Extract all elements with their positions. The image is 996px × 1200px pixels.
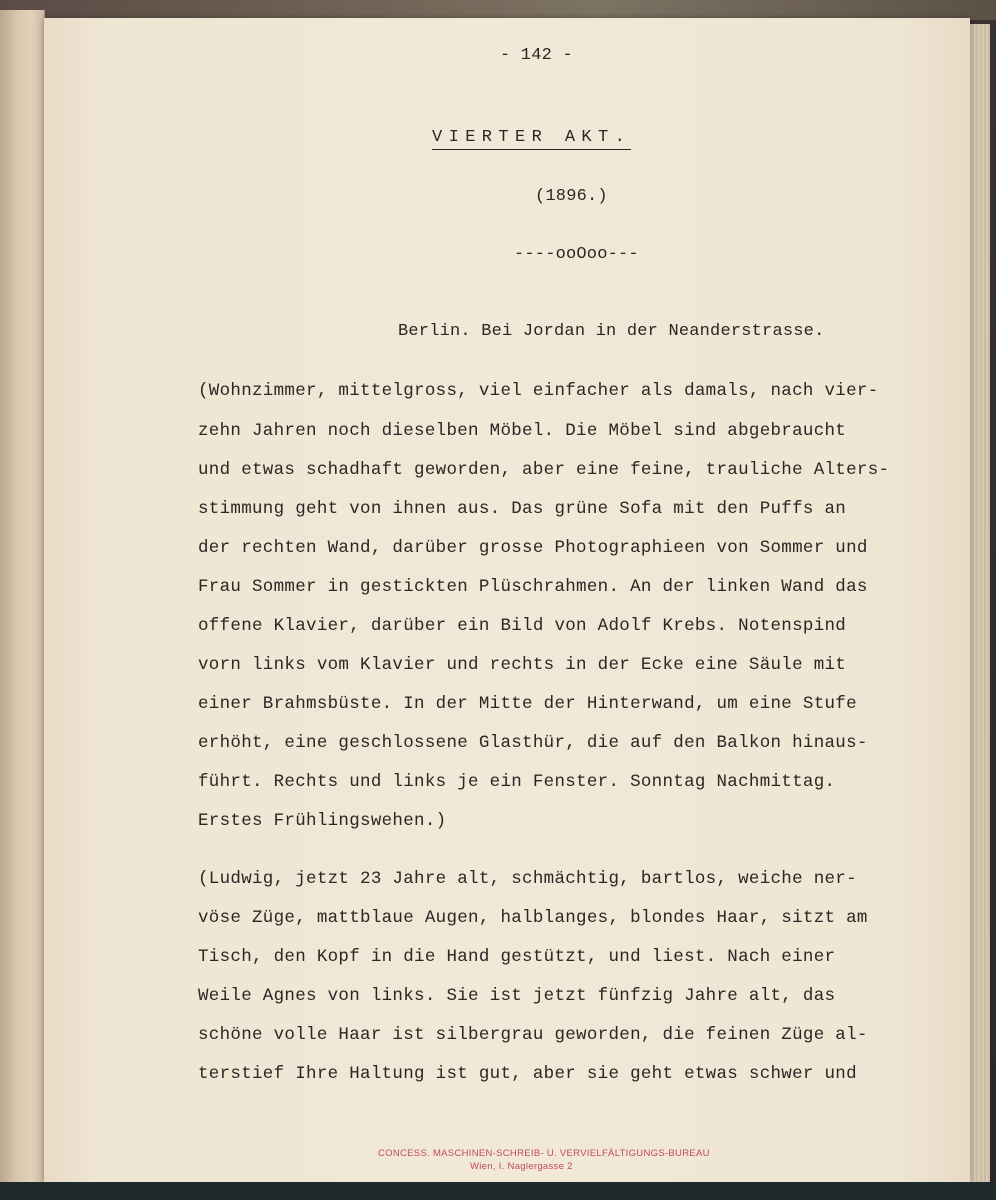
text-line: Erstes Frühlingswehen.) (198, 811, 447, 831)
section-divider: ----ooOoo--- (514, 245, 639, 264)
text-line: stimmung geht von ihnen aus. Das grüne Sofa mit den Puffs an (198, 499, 847, 519)
typescript-page (44, 18, 970, 1182)
left-page-edge (0, 10, 45, 1190)
text-line: (Ludwig, jetzt 23 Jahre alt, schmächtig, bartlos, weiche ner- (198, 869, 857, 889)
text-line: offene Klavier, darüber ein Bild von Adolf Krebs. Notenspind (198, 616, 847, 636)
scan-bottom-edge (0, 1182, 996, 1200)
act-title: VIERTER AKT. (432, 128, 631, 150)
text-line: führt. Rechts und links je ein Fenster. Sonntag Nachmittag. (198, 772, 836, 792)
text-line: vöse Züge, mattblaue Augen, halblanges, blondes Haar, sitzt am (198, 908, 868, 928)
text-line: der rechten Wand, darüber grosse Photographieen von Sommer und (198, 538, 868, 558)
act-year: (1896.) (535, 187, 608, 206)
text-line: Frau Sommer in gestickten Plüschrahmen. An der linken Wand das (198, 577, 868, 597)
text-line: und etwas schadhaft geworden, aber eine feine, trauliche Alters- (198, 460, 890, 480)
stamp-line-1: CONCESS. MASCHINEN-SCHREIB- U. VERVIELFÄLTIGUNGS-BUREAU (378, 1148, 710, 1159)
book-cover-edge (0, 0, 996, 20)
text-line: Tisch, den Kopf in die Hand gestützt, und liest. Nach einer (198, 947, 836, 967)
text-line: einer Brahmsbüste. In der Mitte der Hinterwand, um eine Stufe (198, 694, 857, 714)
text-line: Weile Agnes von links. Sie ist jetzt fünfzig Jahre alt, das (198, 986, 836, 1006)
text-line: zehn Jahren noch dieselben Möbel. Die Möbel sind abgebraucht (198, 421, 847, 441)
text-line: vorn links vom Klavier und rechts in der Ecke eine Säule mit (198, 655, 847, 675)
text-line: schöne volle Haar ist silbergrau geworden, die feinen Züge al- (198, 1025, 868, 1045)
page-number: - 142 - (500, 46, 573, 65)
stamp-line-2: Wien, I. Naglergasse 2 (470, 1161, 573, 1172)
scene-location: Berlin. Bei Jordan in der Neanderstrasse. (398, 322, 825, 341)
text-line: (Wohnzimmer, mittelgross, viel einfacher als damals, nach vier- (198, 381, 879, 401)
text-line: terstief Ihre Haltung ist gut, aber sie geht etwas schwer und (198, 1064, 857, 1084)
text-line: erhöht, eine geschlossene Glasthür, die auf den Balkon hinaus- (198, 733, 868, 753)
